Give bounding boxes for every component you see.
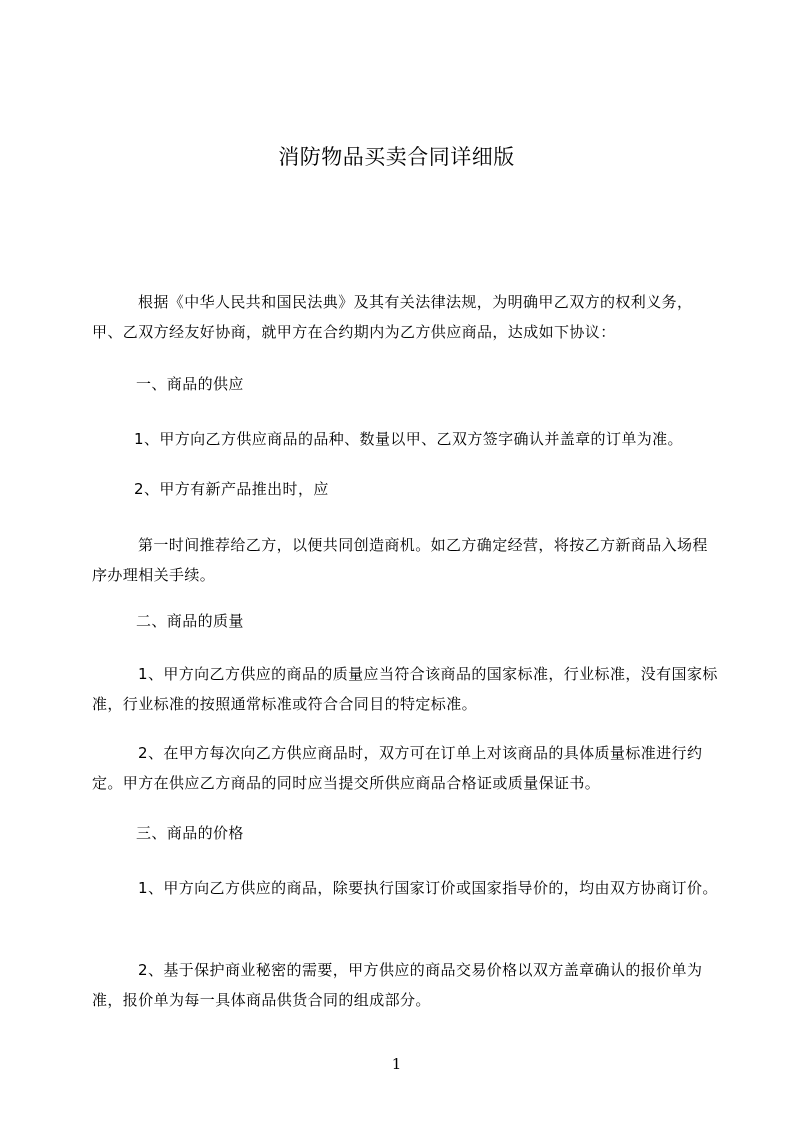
section2-heading: 二、商品的质量: [136, 612, 244, 630]
section2-item1: 1、甲方向乙方供应的商品的质量应当符合该商品的国家标准，行业标准，没有国家标准，行业标准的按照通常标准或符合合同目的特定标准。: [92, 665, 718, 713]
section1-heading: 一、商品的供应: [136, 375, 244, 393]
document-title: 消防物品买卖合同详细版: [278, 145, 515, 169]
section3-heading: 三、商品的价格: [136, 824, 244, 842]
section2-item2: 2、在甲方每次向乙方供应商品时，双方可在订单上对该商品的具体质量标准进行约定。甲方在供应乙方商品的同时应当提交所供应商品合格证或质量保证书。: [92, 744, 703, 792]
page-number: 1: [391, 1055, 402, 1073]
section1-item1: 1、甲方向乙方供应商品的品种、数量以甲、乙双方签字确认并盖章的订单为准。: [134, 430, 683, 448]
intro-paragraph: 根据《中华人民共和国民法典》及其有关法律法规，为明确甲乙双方的权利义务，甲、乙双方经友好协商，就甲方在合约期内为乙方供应商品，达成如下协议：: [92, 293, 693, 341]
section3-item2: 2、基于保护商业秘密的需要，甲方供应的商品交易价格以双方盖章确认的报价单为准，报价单为每一具体商品供货合同的组成部分。: [92, 961, 703, 1009]
section3-item1: 1、甲方向乙方供应的商品，除要执行国家订价或国家指导价的，均由双方协商订价。: [138, 879, 718, 897]
section1-item2-continuation: 第一时间推荐给乙方，以便共同创造商机。如乙方确定经营，将按乙方新商品入场程序办理相关手续。: [92, 536, 708, 584]
section1-item2: 2、甲方有新产品推出时，应: [134, 480, 329, 498]
